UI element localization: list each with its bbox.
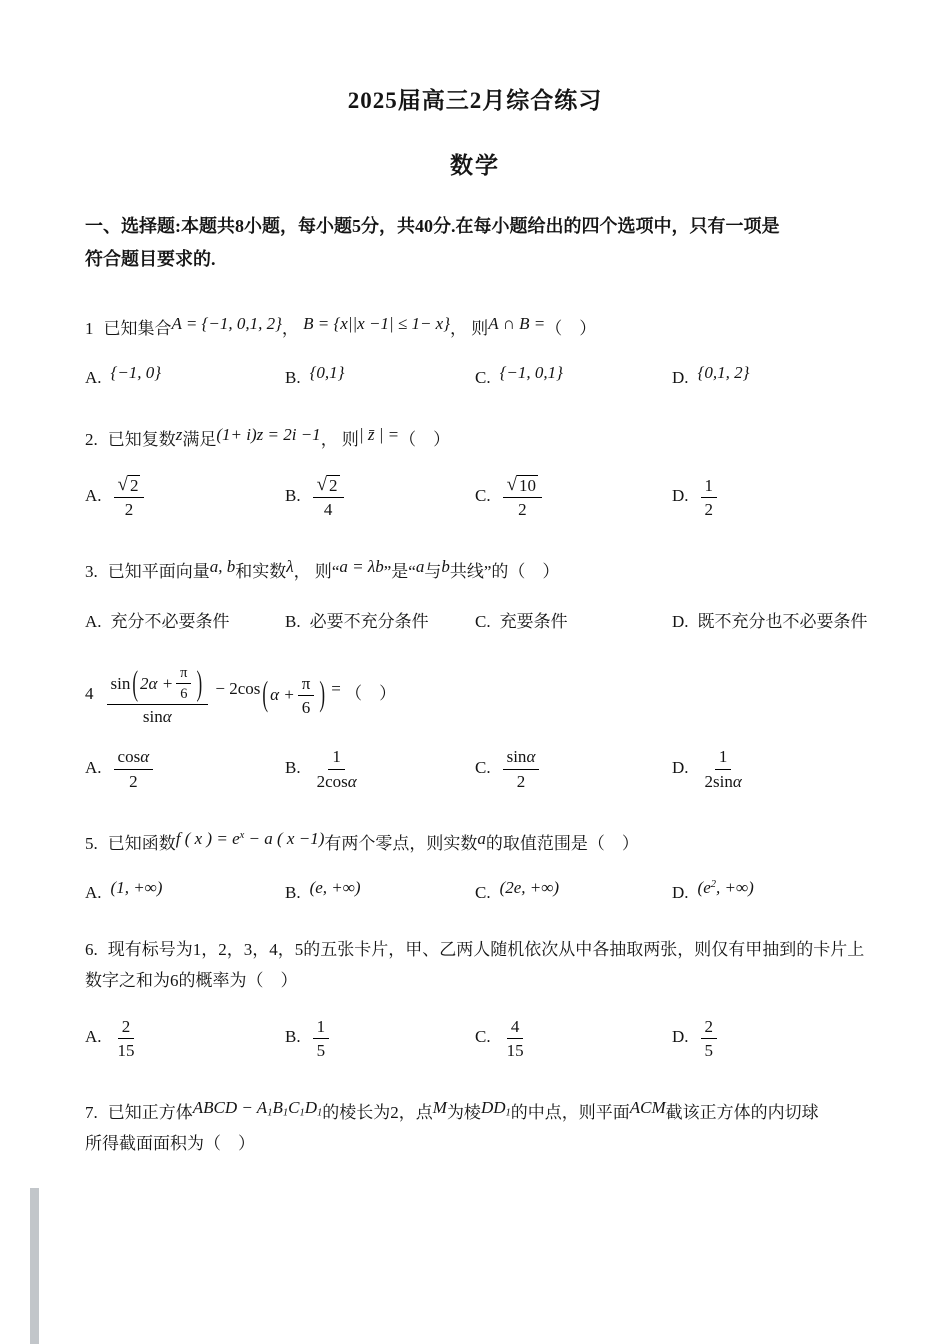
question-number: 5. <box>85 833 98 853</box>
option-d <box>672 1016 905 1062</box>
option-content: ($e^2$, +∞) <box>697 878 754 898</box>
option-content: sin α 2 <box>500 758 543 777</box>
option-a <box>85 363 285 388</box>
question-5 <box>85 824 905 904</box>
option-content: 1 2cos α <box>316 747 357 791</box>
question-4-options <box>85 746 905 792</box>
option-letter: D. <box>672 368 689 388</box>
option-letter: C. <box>475 368 491 388</box>
question-5-stem <box>85 824 905 860</box>
question-3 <box>85 552 905 632</box>
question-2-options <box>85 475 905 521</box>
question-number: 3. <box>85 562 98 582</box>
option-letter: C. <box>475 757 491 777</box>
option-b <box>285 607 475 632</box>
option-d <box>672 363 905 388</box>
option-content: 充分不必要条件 <box>110 611 230 631</box>
option-content: 既不充分也不必要条件 <box>697 611 868 631</box>
option-b <box>285 475 475 520</box>
question-text: 已知平面向量a, b和实数λ， 则“a = λb”是“a与b共线”的（ ） <box>107 557 560 582</box>
option-letter: C. <box>475 486 491 506</box>
option-d <box>672 607 905 632</box>
option-c <box>475 475 672 520</box>
option-content: $\frac{1}{5}$ <box>310 1027 333 1046</box>
option-letter: B. <box>285 368 301 388</box>
option-b <box>285 363 475 388</box>
question-4 <box>85 664 905 792</box>
option-content: √ 10 2 <box>500 486 545 505</box>
option-content: 充要条件 <box>499 611 568 631</box>
option-d <box>672 475 905 521</box>
question-number: 6. <box>85 940 98 960</box>
section-instructions <box>85 210 905 277</box>
option-letter: D. <box>672 883 689 903</box>
option-content: (2e, +∞) <box>499 878 560 898</box>
option-letter: D. <box>672 486 689 506</box>
scan-artifact-bar <box>30 1188 39 1344</box>
question-6-stem <box>85 935 905 996</box>
option-d <box>672 878 905 903</box>
document-subtitle: 数学 <box>450 153 500 178</box>
instructions-line-2: 符合题目要求的. <box>85 249 216 270</box>
option-letter: A. <box>85 486 102 506</box>
option-d <box>672 746 905 792</box>
option-c <box>475 1016 672 1062</box>
question-2 <box>85 420 905 520</box>
option-content: cos α 2 <box>111 758 157 777</box>
option-letter: B. <box>285 486 301 506</box>
question-7 <box>85 1093 905 1159</box>
option-content: {0,1, 2} <box>697 363 750 383</box>
question-2-stem <box>85 420 905 456</box>
option-content: √ 2 2 <box>111 486 148 505</box>
option-letter: B. <box>285 883 301 903</box>
question-number: 2. <box>85 430 98 450</box>
question-text: 现有标号为1，2，3，4，5的五张卡片，甲、乙两人随机依次从中各抽取两张，则仅有甲抽到的卡片上 数字之和为6的概率为（ ） <box>85 940 865 990</box>
option-letter: A. <box>85 368 102 388</box>
option-letter: A. <box>85 1027 102 1047</box>
document-title: 2025届高三2月综合练习 <box>347 88 603 113</box>
option-b <box>285 746 475 792</box>
question-number: 1 <box>85 318 94 338</box>
option-letter: C. <box>475 611 491 631</box>
option-letter: D. <box>672 611 689 631</box>
question-3-options <box>85 607 905 632</box>
option-letter: C. <box>475 1027 491 1047</box>
option-a <box>85 878 285 903</box>
question-7-stem <box>85 1093 905 1159</box>
option-content: 必要不充分条件 <box>309 611 429 631</box>
option-content: $\frac{2}{15}$ <box>117 1016 135 1060</box>
question-6-options <box>85 1016 905 1062</box>
option-content: $\frac{2}{5}$ <box>698 1027 721 1046</box>
option-letter: A. <box>85 883 102 903</box>
option-content: {−1, 0,1} <box>499 363 563 383</box>
question-1-options <box>85 363 905 388</box>
option-content: $\frac{4}{15}$ <box>506 1016 524 1060</box>
option-c <box>475 746 672 792</box>
option-content: √ 2 4 <box>310 486 347 505</box>
question-text: 已知集合A = {−1, 0,1, 2}， B = {x||x −1| ≤ 1− x}， 则A ∩ B =（ ） <box>103 313 597 338</box>
question-text: 已知正方体ABCD − $A_1B_1C_1D_1$的棱长为2，点M为棱$DD_1$的中点，则平面ACM截该正方体的内切球 所得截面面积为（ ） <box>85 1098 819 1153</box>
option-a <box>85 607 285 632</box>
question-4-stem <box>85 664 905 727</box>
option-content: {−1, 0} <box>110 363 162 383</box>
option-content: (e, +∞) <box>309 878 361 898</box>
question-number: 4 <box>85 684 94 704</box>
option-letter: D. <box>672 1027 689 1047</box>
question-text: 已知复数z满足(1+ i)z = 2i −1， 则| z̄ | =（ ） <box>107 425 451 450</box>
option-c <box>475 878 672 903</box>
question-1-stem <box>85 309 905 345</box>
option-a <box>85 1016 285 1062</box>
question-text: 已知函数f ( x ) = $e^x - a$ ( x −1)有两个零点，则实数a的取值范围是（ ） <box>107 828 639 853</box>
question-6 <box>85 935 905 1061</box>
question-3-stem <box>85 552 905 588</box>
option-letter: C. <box>475 883 491 903</box>
option-c <box>475 363 672 388</box>
option-letter: A. <box>85 757 102 777</box>
option-content: 1 2sin α <box>704 747 742 791</box>
option-b <box>285 1016 475 1062</box>
question-number: 7. <box>85 1103 98 1123</box>
option-a <box>85 746 285 792</box>
question-text: sin ( 2α + $\frac{\pi}{6}$ ) sin α − 2cos ( α + $\frac{\pi}{6}$ ) = （ ） <box>104 684 397 703</box>
option-letter: A. <box>85 611 102 631</box>
instructions-line-1: 一、选择题:本题共8小题，每小题5分，共40分.在每小题给出的四个选项中，只有一项是 <box>85 216 780 236</box>
option-content: {0,1} <box>309 363 345 383</box>
option-letter: B. <box>285 757 301 777</box>
option-a <box>85 475 285 520</box>
option-content: (1, +∞) <box>110 878 163 898</box>
option-b <box>285 878 475 903</box>
option-letter: B. <box>285 611 301 631</box>
question-1 <box>85 309 905 389</box>
option-letter: D. <box>672 757 689 777</box>
option-letter: B. <box>285 1027 301 1047</box>
option-c <box>475 607 672 632</box>
option-content: $\frac{1}{2}$ <box>698 486 721 505</box>
question-5-options <box>85 878 905 903</box>
